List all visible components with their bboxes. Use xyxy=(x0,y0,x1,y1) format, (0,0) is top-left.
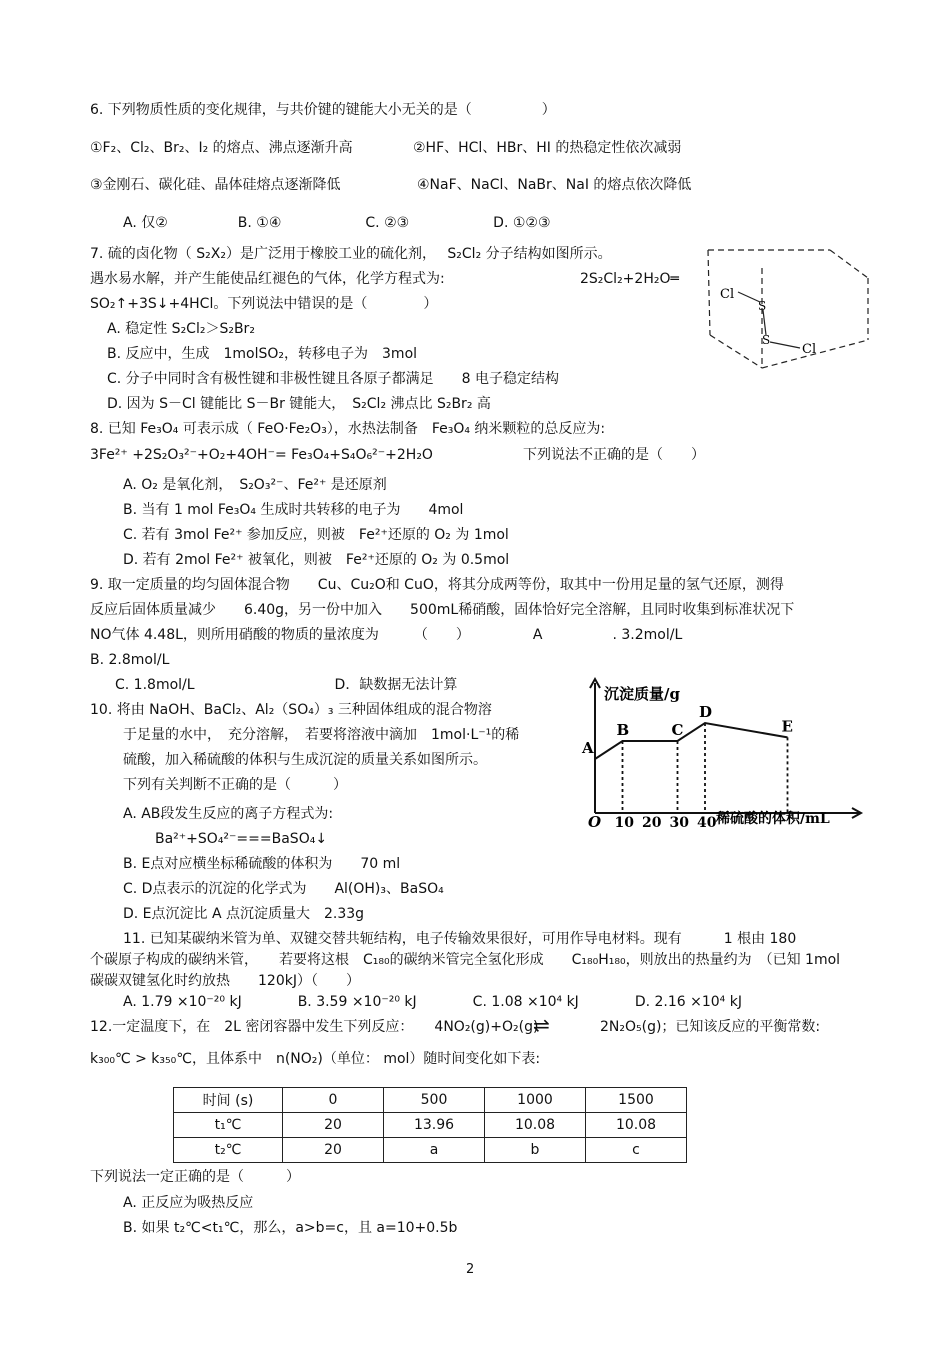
q9-line-1: 9. 取一定质量的均匀固体混合物 Cu、Cu₂O和 CuO，将其分成两等份，取其中一份用足量的氢气还原，测得 xyxy=(90,577,784,593)
q10-line-3: 硫酸，加入稀硫酸的体积与生成沉淀的质量关系如图所示。 xyxy=(123,752,487,768)
chart-x-label: 稀硫酸的体积/mL xyxy=(716,811,830,827)
table-header-cell: 0 xyxy=(283,1088,384,1113)
q9-option-c-d: C. 1.8mol/L D．缺数据无法计算 xyxy=(115,677,458,693)
table-cell: 20 xyxy=(283,1138,384,1163)
s-atom-label-2: S xyxy=(762,333,771,347)
q12-option-a: A. 正反应为吸热反应 xyxy=(123,1195,254,1211)
q10-option-c: C. D点表示的沉淀的化学式为 Al(OH)₃、BaSO₄ xyxy=(123,881,444,897)
chart-origin-label: O xyxy=(588,813,602,831)
table-header-cell: 500 xyxy=(384,1088,485,1113)
q6-statement-4: ④NaF、NaCl、NaBr、NaI 的熔点依次降低 xyxy=(417,177,692,193)
q10-line-1: 10. 将由 NaOH、BaCl₂、Al₂（SO₄）₃ 三种固体组成的混合物溶 xyxy=(90,702,492,718)
no2-time-table xyxy=(173,1087,687,1163)
q10-option-a: A. AB段发生反应的离子方程式为: xyxy=(123,806,334,822)
chart-tick-label: 20 xyxy=(642,815,662,831)
q12-option-b: B. 如果 t₂℃<t₁℃，那么，a>b=c，且 a=10+0.5b xyxy=(123,1220,458,1236)
q11-options: A. 1.79 ×10⁻²⁰ kJ B. 3.59 ×10⁻²⁰ kJ C. 1.08 ×10⁴ kJ D. 2.16 ×10⁴ kJ xyxy=(123,994,742,1010)
table-cell: b xyxy=(485,1138,586,1163)
q7-equation: 2S₂Cl₂+2H₂O═ xyxy=(580,271,679,287)
chart-y-label: 沉淀质量/g xyxy=(604,685,680,703)
q7-option-a: A. 稳定性 S₂Cl₂＞S₂Br₂ xyxy=(107,321,255,337)
q8-option-b: B. 当有 1 mol Fe₃O₄ 生成时共转移的电子为 4mol xyxy=(123,502,464,518)
chart-point-label: C xyxy=(671,721,684,739)
q7-option-d: D. 因为 S－Cl 键能比 S－Br 键能大， S₂Cl₂ 沸点比 S₂Br₂ 高 xyxy=(107,396,491,412)
q8-question: 下列说法不正确的是（ ） xyxy=(523,447,705,463)
cl-atom-label-2: Cl xyxy=(802,342,817,357)
q6-statement-1: ①F₂、Cl₂、Br₂、I₂ 的熔点、沸点逐渐升高 xyxy=(90,140,353,156)
q6-statement-2: ②HF、HCl、HBr、HI 的热稳定性依次减弱 xyxy=(413,140,682,156)
q8-option-a: A. O₂ 是氧化剂， S₂O₃²⁻、Fe²⁺ 是还原剂 xyxy=(123,477,387,493)
chart-point-label: D xyxy=(699,703,713,721)
q8-line-1: 8. 已知 Fe₃O₄ 可表示成（ FeO·Fe₂O₃），水热法制备 Fe₃O₄ 纳米颗粒的总反应为: xyxy=(90,421,606,437)
precipitate-mass-chart xyxy=(580,675,870,835)
table-cell: 13.96 xyxy=(384,1113,485,1138)
table-cell: c xyxy=(586,1138,687,1163)
table-cell: 10.08 xyxy=(586,1113,687,1138)
q9-line-2: 反应后固体质量减少 6.40g，另一份中加入 500mL稀硝酸，固体恰好完全溶解，且同时收集到标准状况下 xyxy=(90,602,795,618)
table-header-cell: 1500 xyxy=(586,1088,687,1113)
q8-equation: 3Fe²⁺ +2S₂O₃²⁻+O₂+4OH⁻= Fe₃O₄+S₄O₆²⁻+2H₂O xyxy=(90,447,433,463)
q12-line-1a: 12.一定温度下，在 2L 密闭容器中发生下列反应： 4NO₂(g)+O₂(g) xyxy=(90,1019,539,1035)
q10-option-d: D. E点沉淀比 A 点沉淀质量大 2.33g xyxy=(123,906,365,922)
table-cell: a xyxy=(384,1138,485,1163)
table-cell: 10.08 xyxy=(485,1113,586,1138)
table-row xyxy=(174,1138,687,1163)
equilibrium-arrow-icon: ⇌ xyxy=(533,1013,550,1037)
q11-line-1: 11. 已知某碳纳米管为单、双键交替共轭结构，电子传输效果很好，可用作导电材料。现有 1 根由 180 xyxy=(123,931,797,947)
q9-line-3: NO气体 4.48L，则所用硝酸的物质的量浓度为 （ ） A . 3.2mol/L xyxy=(90,627,683,643)
table-header-cell: 1000 xyxy=(485,1088,586,1113)
q6-stem: 6. 下列物质性质的变化规律，与共价键的键能大小无关的是（ ） xyxy=(90,102,556,118)
q12-line-3: 下列说法一定正确的是（ ） xyxy=(90,1169,300,1185)
q6-options: A. 仅② B. ①④ C. ②③ D. ①②③ xyxy=(123,215,551,231)
q12-line-1b: 2N₂O₅(g)；已知该反应的平衡常数: xyxy=(600,1019,821,1035)
chart-tick-label: 10 xyxy=(614,815,634,831)
table-header-row xyxy=(174,1088,687,1113)
q11-line-2: 个碳原子构成的碳纳米管， 若要将这根 C₁₈₀的碳纳米管完全氢化形成 C₁₈₀H₁₈₀，则放出的热量约为 （已知 1mol xyxy=(90,952,841,968)
chart-point-label: A xyxy=(582,739,594,757)
q6-statement-3: ③金刚石、碳化硅、晶体硅熔点逐渐降低 xyxy=(90,177,341,193)
q11-line-3: 碳碳双键氢化时约放热 120kJ）（ ） xyxy=(90,973,360,989)
q9-option-b: B. 2.8mol/L xyxy=(90,652,170,668)
page-number: 2 xyxy=(466,1262,475,1277)
table-header-cell: 时间 (s) xyxy=(174,1088,283,1113)
q7-line-1: 7. 硫的卤化物（ S₂X₂）是广泛用于橡胶工业的硫化剂， S₂Cl₂ 分子结构如图所示。 xyxy=(90,246,612,262)
q8-option-d: D. 若有 2mol Fe²⁺ 被氧化，则被 Fe²⁺还原的 O₂ 为 0.5mol xyxy=(123,552,510,568)
q10-line-4: 下列有关判断不正确的是（ ） xyxy=(123,777,347,793)
q7-line-3: SO₂↑+3S↓+4HCl。下列说法中错误的是（ ） xyxy=(90,296,438,312)
q7-option-b: B. 反应中，生成 1molSO₂，转移电子为 3mol xyxy=(107,346,418,362)
chart-point-label: E xyxy=(781,717,793,736)
chart-point-label: B xyxy=(616,721,630,739)
q12-line-2: k₃₀₀℃ > k₃₅₀℃，且体系中 n(NO₂)（单位： mol）随时间变化如下表: xyxy=(90,1051,541,1067)
s2cl2-structure-figure xyxy=(700,240,875,375)
table-row xyxy=(174,1113,687,1138)
table-cell: t₂℃ xyxy=(174,1138,283,1163)
q10-option-b: B. E点对应横坐标稀硫酸的体积为 70 ml xyxy=(123,856,401,872)
cl-atom-label-1: Cl xyxy=(720,287,735,302)
q8-option-c: C. 若有 3mol Fe²⁺ 参加反应，则被 Fe²⁺还原的 O₂ 为 1mol xyxy=(123,527,509,543)
table-cell: 20 xyxy=(283,1113,384,1138)
s-atom-label-1: S xyxy=(758,299,767,313)
q7-line-2: 遇水易水解，并产生能使品红褪色的气体，化学方程式为: xyxy=(90,271,445,287)
q10-line-2: 于足量的水中， 充分溶解， 若要将溶液中滴加 1mol·L⁻¹的稀 xyxy=(123,727,520,743)
chart-tick-label: 40 xyxy=(697,815,717,831)
chart-tick-label: 30 xyxy=(669,815,689,831)
q7-option-c: C. 分子中同时含有极性键和非极性键且各原子都满足 8 电子稳定结构 xyxy=(107,371,560,387)
q10-option-a-equation: Ba²⁺+SO₄²⁻===BaSO₄↓ xyxy=(155,831,328,847)
table-cell: t₁℃ xyxy=(174,1113,283,1138)
